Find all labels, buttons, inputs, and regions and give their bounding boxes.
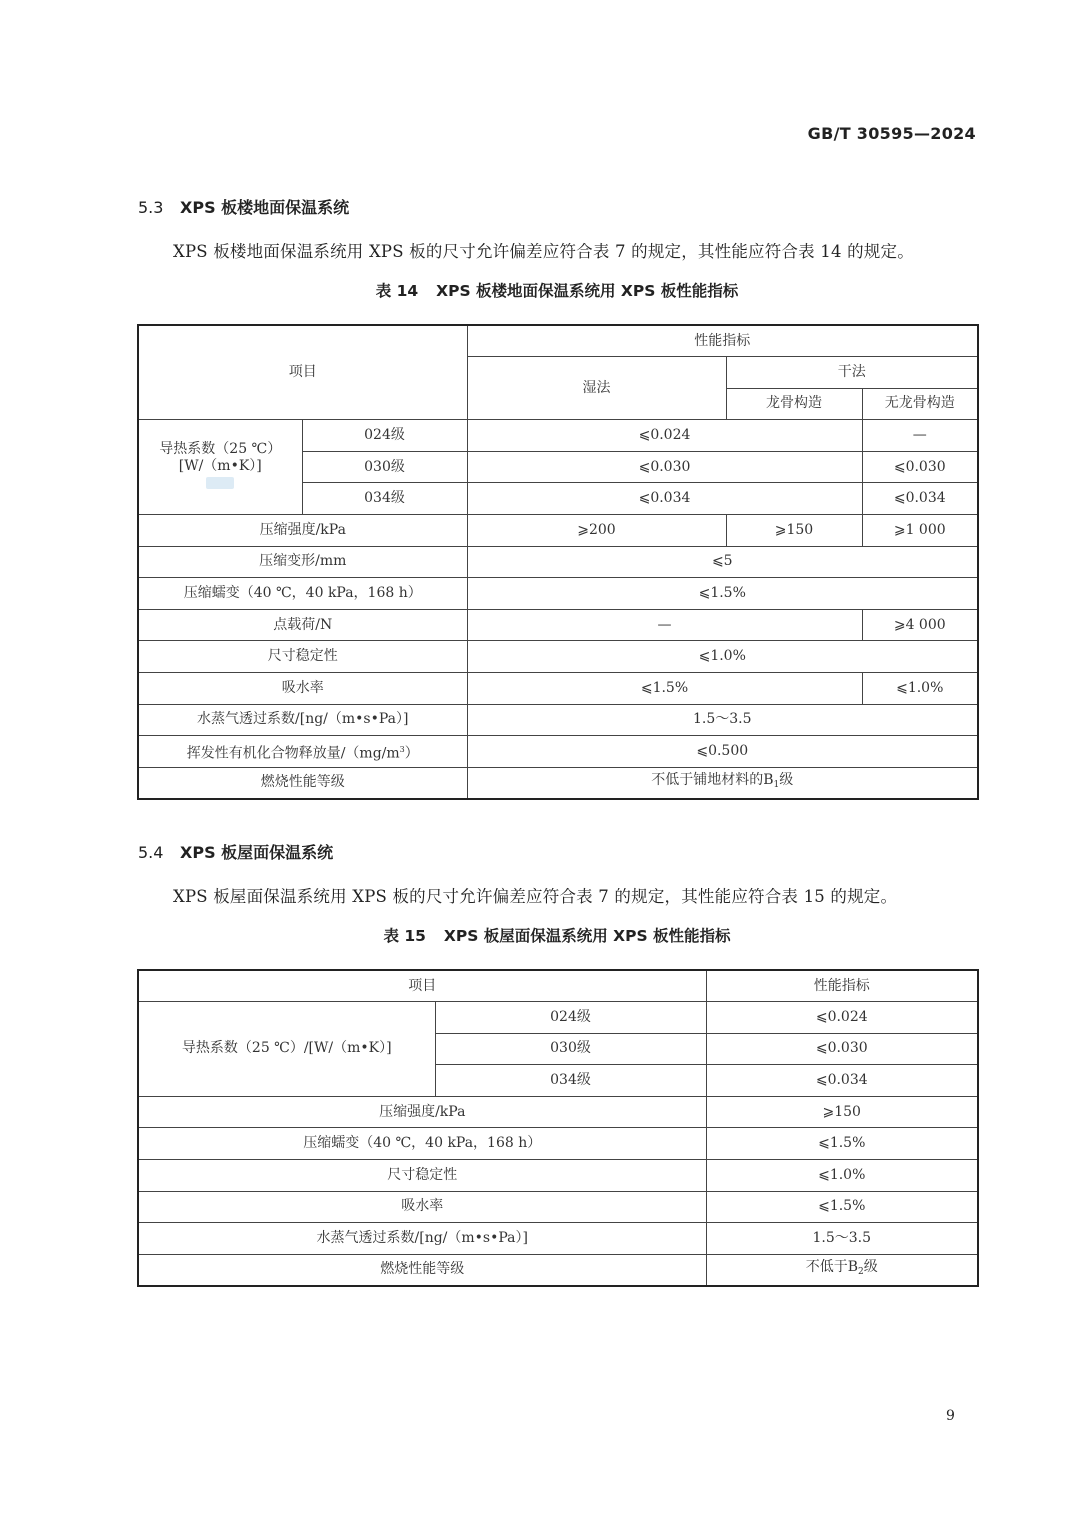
row-label: 吸水率	[138, 673, 467, 705]
voc-label-prefix: 挥发性有机化合物释放量/（mg/m	[186, 745, 400, 762]
row-label: 尺寸稳定性	[138, 1160, 706, 1192]
value-cell: ⩽1.0%	[467, 641, 978, 673]
value-cell: ⩽0.030	[467, 451, 862, 483]
value-cell: ⩾150	[706, 1096, 978, 1128]
table-row	[138, 704, 978, 736]
row-label	[138, 736, 467, 768]
table-row	[138, 546, 978, 578]
table-row	[138, 1191, 978, 1223]
header-keel: 龙骨构造	[726, 388, 862, 420]
fire-value-sub: 1	[773, 779, 780, 790]
row-label: 水蒸气透过系数/[ng/（m•s•Pa）]	[138, 1223, 706, 1255]
table-row	[138, 767, 978, 799]
row-label: 点载荷/N	[138, 609, 467, 641]
table-row	[138, 1128, 978, 1160]
value-cell: ⩽1.0%	[862, 673, 978, 705]
row-label: 尺寸稳定性	[138, 641, 467, 673]
value-cell: ⩽0.034	[706, 1065, 978, 1097]
fire-value-prefix: 不低于B	[805, 1258, 859, 1275]
value-cell: ⩽0.500	[467, 736, 978, 768]
value-cell: ⩽0.030	[862, 451, 978, 483]
table-row	[138, 1096, 978, 1128]
page-number: 9	[946, 1408, 955, 1424]
thermal-conductivity-label: 导热系数（25 ℃）/[W/（m•K）]	[138, 1002, 435, 1097]
section-number: 5.4	[138, 843, 164, 862]
voc-label-suffix: ）	[404, 745, 419, 762]
fire-value-suffix: 级	[863, 1258, 878, 1275]
voc-label-sup: 3	[399, 744, 405, 754]
value-cell: ⩾150	[726, 515, 862, 547]
value-cell: ⩾200	[467, 515, 726, 547]
value-cell: ⩽0.030	[706, 1033, 978, 1065]
thermal-label-line2: [W/（m•K）]	[178, 457, 262, 474]
table-row	[138, 1254, 978, 1286]
table-row	[138, 736, 978, 768]
table-14	[137, 324, 979, 800]
table-14-caption	[137, 279, 977, 301]
table-title: XPS 板楼地面保温系统用 XPS 板性能指标	[436, 282, 739, 300]
table-row	[138, 515, 978, 547]
fire-value-suffix: 级	[779, 771, 794, 788]
row-label: 燃烧性能等级	[138, 767, 467, 799]
section-heading-5-4	[138, 840, 333, 863]
header-item: 项目	[138, 970, 706, 1002]
header-wet-method: 湿法	[467, 357, 726, 420]
value-cell: ⩽0.024	[706, 1002, 978, 1034]
table-number: 表 14	[375, 282, 419, 300]
value-cell: ⩽1.0%	[706, 1160, 978, 1192]
value-cell: 1.5～3.5	[467, 704, 978, 736]
header-dry-method: 干法	[726, 357, 978, 389]
header-no-keel: 无龙骨构造	[862, 388, 978, 420]
value-cell: ⩽1.5%	[467, 673, 862, 705]
thermal-conductivity-label	[138, 420, 302, 515]
section-paragraph-5-4: XPS 板屋面保温系统用 XPS 板的尺寸允许偏差应符合表 7 的规定，其性能应符合表 15 的规定。	[173, 887, 898, 906]
value-cell	[467, 767, 978, 799]
value-cell: ⩾1 000	[862, 515, 978, 547]
row-label: 压缩蠕变（40 ℃，40 kPa，168 h）	[138, 1128, 706, 1160]
row-label: 水蒸气透过系数/[ng/（m•s•Pa）]	[138, 704, 467, 736]
table-row	[138, 578, 978, 610]
section-paragraph-5-3: XPS 板楼地面保温系统用 XPS 板的尺寸允许偏差应符合表 7 的规定，其性能应符合表 14 的规定。	[173, 242, 914, 261]
document-code: GB/T 30595—2024	[807, 124, 976, 143]
value-cell: —	[467, 609, 862, 641]
row-label: 压缩强度/kPa	[138, 515, 467, 547]
value-cell: ⩽1.5%	[467, 578, 978, 610]
value-cell: ⩽0.034	[467, 483, 862, 515]
section-title: XPS 板屋面保温系统	[180, 843, 334, 862]
table-row	[138, 1160, 978, 1192]
section-title: XPS 板楼地面保温系统	[180, 198, 350, 217]
row-label: 吸水率	[138, 1191, 706, 1223]
table-number: 表 15	[383, 927, 426, 945]
fire-value-sub: 2	[858, 1266, 864, 1277]
table-row	[138, 641, 978, 673]
section-number: 5.3	[138, 198, 164, 217]
section-heading-5-3	[138, 195, 349, 218]
grade-cell: 030级	[302, 451, 467, 483]
table-15-caption	[137, 924, 977, 946]
row-label: 压缩变形/mm	[138, 546, 467, 578]
grade-cell: 034级	[435, 1065, 706, 1097]
grade-cell: 030级	[435, 1033, 706, 1065]
grade-cell: 024级	[435, 1002, 706, 1034]
row-label: 燃烧性能等级	[138, 1254, 706, 1286]
table-15	[137, 969, 979, 1287]
watermark-stamp	[206, 477, 234, 489]
thermal-label-line1: 导热系数（25 ℃）	[159, 440, 282, 457]
value-cell	[706, 1254, 978, 1286]
fire-value-prefix: 不低于铺地材料的B	[651, 771, 774, 788]
row-label: 压缩蠕变（40 ℃，40 kPa，168 h）	[138, 578, 467, 610]
value-cell: ⩾4 000	[862, 609, 978, 641]
grade-cell: 024级	[302, 420, 467, 452]
value-cell: —	[862, 420, 978, 452]
table-row	[138, 1223, 978, 1255]
row-label: 压缩强度/kPa	[138, 1096, 706, 1128]
value-cell: 1.5～3.5	[706, 1223, 978, 1255]
table-row	[138, 673, 978, 705]
table-title: XPS 板屋面保温系统用 XPS 板性能指标	[443, 927, 731, 945]
value-cell: ⩽0.034	[862, 483, 978, 515]
header-item: 项目	[138, 325, 467, 420]
value-cell: ⩽5	[467, 546, 978, 578]
value-cell: ⩽1.5%	[706, 1191, 978, 1223]
value-cell: ⩽0.024	[467, 420, 862, 452]
table-row	[138, 609, 978, 641]
grade-cell: 034级	[302, 483, 467, 515]
value-cell: ⩽1.5%	[706, 1128, 978, 1160]
header-performance: 性能指标	[706, 970, 978, 1002]
header-performance: 性能指标	[467, 325, 978, 357]
